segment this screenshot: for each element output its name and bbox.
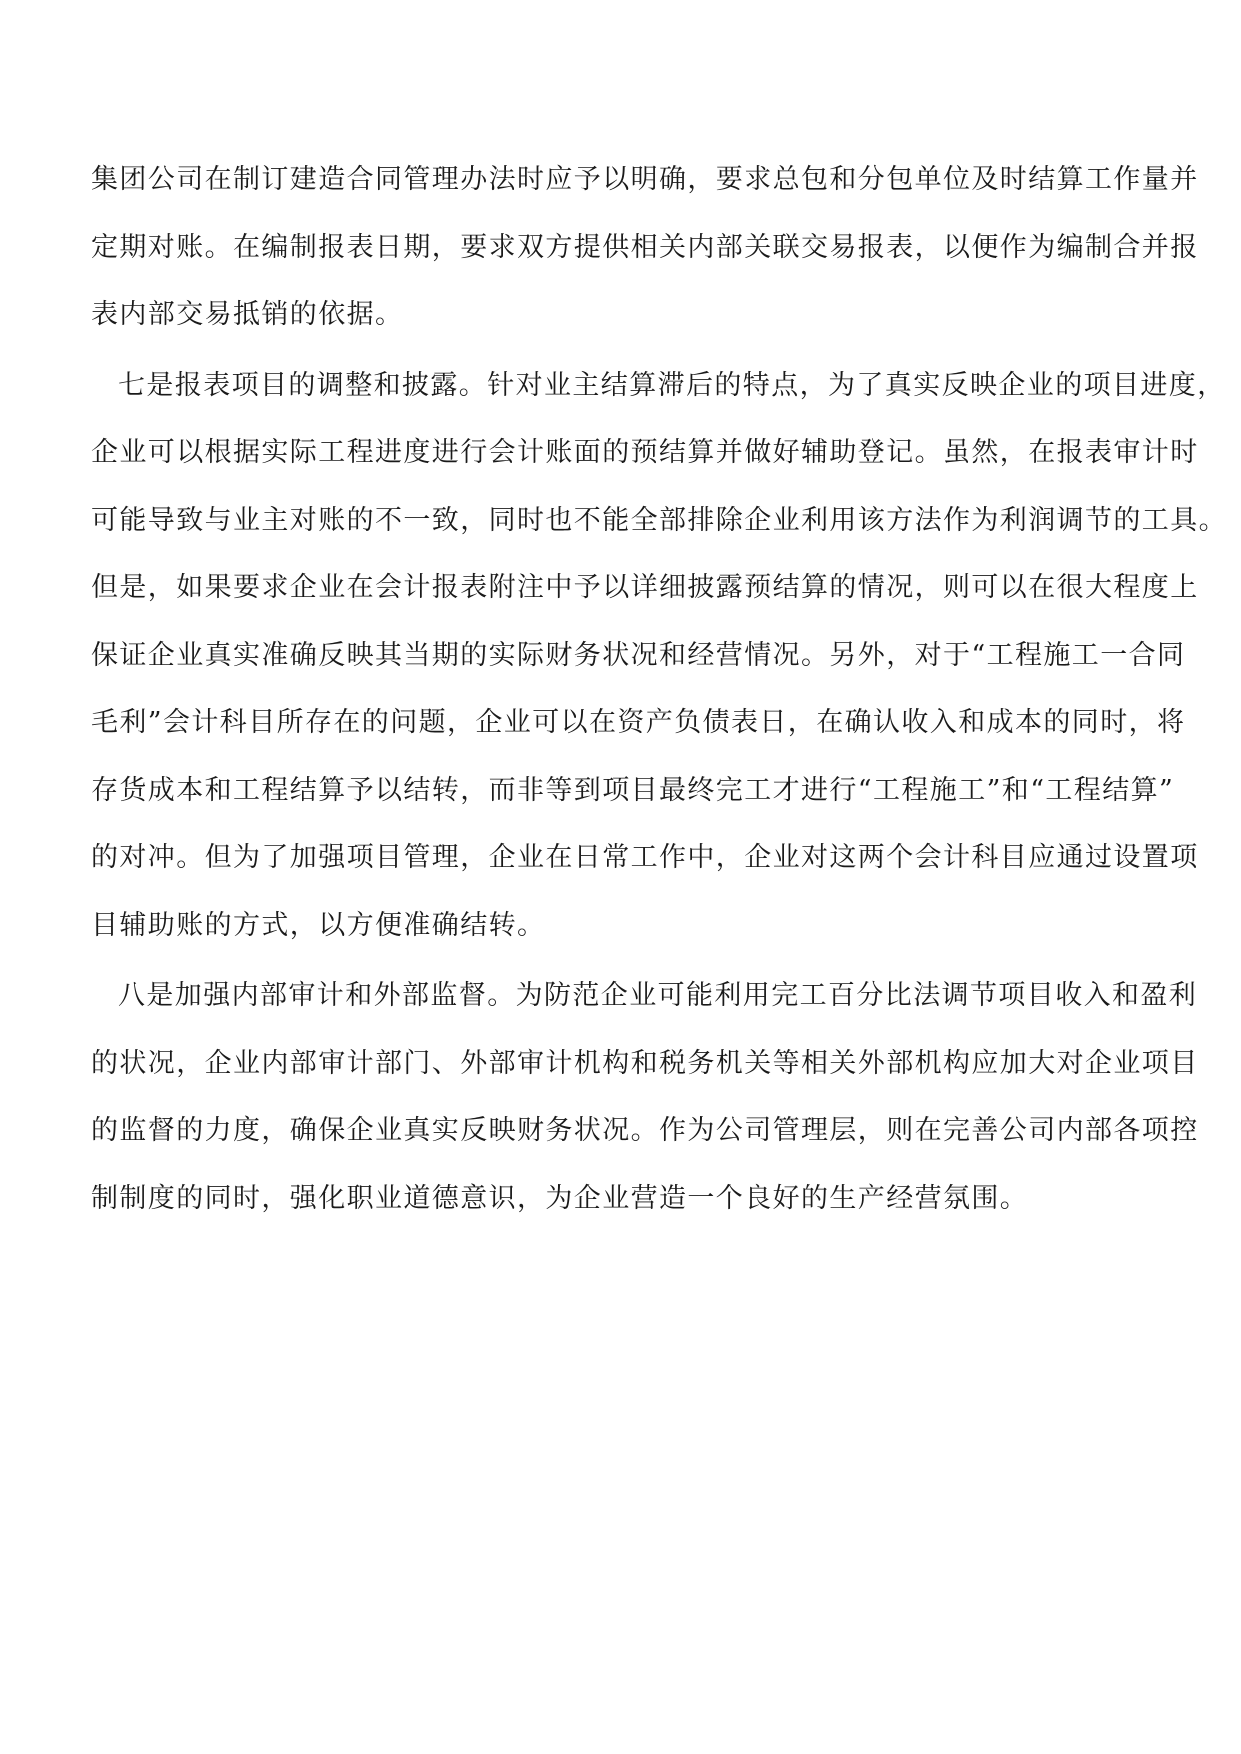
text-line: 存货成本和工程结算予以结转，而非等到项目最终完工才进行“工程施工”和“工程结算” xyxy=(91,774,1175,806)
text-line: 但是，如果要求企业在会计报表附注中予以详细披露预结算的情况，则可以在很大程度上 xyxy=(91,572,1199,603)
text-line: 企业可以根据实际工程进度进行会计账面的预结算并做好辅助登记。虽然，在报表审计时 xyxy=(91,437,1199,468)
paragraph xyxy=(91,362,1227,970)
text-line: 毛利”会计科目所存在的问题，企业可以在资产负债表日，在确认收入和成本的同时，将 xyxy=(91,707,1186,738)
text-line: 的对冲。但为了加强项目管理，企业在日常工作中，企业对这两个会计科目应通过设置项 xyxy=(91,842,1199,873)
text-line: 七是报表项目的调整和披露。针对业主结算滞后的特点，为了真实反映企业的项目进度， xyxy=(118,369,1226,401)
text-line: 目辅助账的方式，以方便准确结转。 xyxy=(91,909,546,941)
text-line: 集团公司在制订建造合同管理办法时应予以明确，要求总包和分包单位及时结算工作量并 xyxy=(91,164,1199,195)
paragraph xyxy=(91,156,1199,359)
text-line: 表内部交易抵销的依据。 xyxy=(91,299,404,330)
text-line: 保证企业真实准确反映其当期的实际财务状况和经营情况。另外，对于“工程施工一合同 xyxy=(91,639,1186,671)
text-line: 八是加强内部审计和外部监督。为防范企业可能利用完工百分比法调节项目收入和盈利 xyxy=(118,980,1198,1011)
text-line: 制制度的同时，强化职业道德意识，为企业营造一个良好的生产经营氛围。 xyxy=(91,1182,1029,1214)
text-line: 定期对账。在编制报表日期，要求双方提供相关内部关联交易报表，以便作为编制合并报 xyxy=(91,231,1199,263)
text-line: 的监督的力度，确保企业真实反映财务状况。作为公司管理层，则在完善公司内部各项控 xyxy=(91,1115,1199,1146)
document-body xyxy=(91,156,1227,1242)
text-line: 可能导致与业主对账的不一致，同时也不能全部排除企业利用该方法作为利润调节的工具。 xyxy=(91,504,1227,536)
paragraph xyxy=(91,972,1199,1242)
text-line: 的状况，企业内部审计部门、外部审计机构和税务机关等相关外部机构应加大对企业项目 xyxy=(91,1047,1199,1079)
